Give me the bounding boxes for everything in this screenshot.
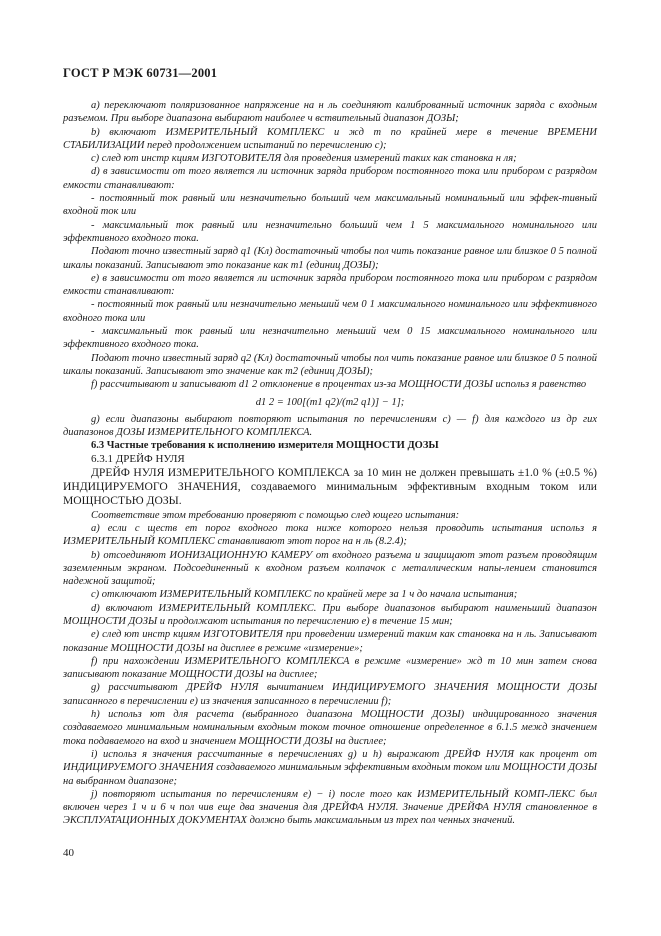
paragraph: с) след ют инстр кциям ИЗГОТОВИТЕЛЯ для проведения измерений таких как становка н ля; (91, 153, 517, 165)
paragraph: Соответствие этом требованию проверяют с помощью след ющего испытания: (91, 509, 460, 521)
paragraph: а) переключают поляризованное напряжение на н ль соединяют калиброванный источник заряда с входным разъемом. При выборе диапазона выбирают наиболее ч вствительный диапазон ДОЗЫ; (63, 100, 597, 125)
paragraph: е) в зависимости от того является ли источник заряда прибором постоянного тока или прибором с разрядом емкости станавливают: (63, 272, 597, 298)
paragraph: j) повторяют испытания по перечислениям е) − i) после того как ИЗМЕРИТЕЛЬНЫЙ КОМП-ЛЕКС был включен через 1 ч и 6 ч пол чив еще два значения для ДРЕЙФА НУЛЯ. Значение ДРЕЙФА НУЛЯ становленное в ЭКСПЛУАТАЦИОННЫХ ДОКУМЕНТАХ должно быть максимальным из трех пол ченных значений. (63, 788, 597, 827)
paragraph: i) использ я значения рассчитанные в перечислениях g) и h) выражают ДРЕЙФ НУЛЯ как процент от ИНДИЦИРУЕМОГО ЗНАЧЕНИЯ создаваемого минимальным эффективным входным током или МОЩНОСТИ ДОЗЫ на выбранном диапазоне; (63, 748, 597, 787)
paragraph: f) при нахождении ИЗМЕРИТЕЛЬНОГО КОМПЛЕКСА в режиме «измерение» жд т 10 мин затем снова записывают показание МОЩНОСТИ ДОЗЫ на дисплее; (63, 655, 597, 681)
paragraph: Подают точно известный заряд q1 (Кл) достаточный чтобы пол чить показание равное или близкое 0 5 полной шкалы показаний. Записывают это показание как m1 (единиц ДОЗЫ); (63, 246, 597, 271)
paragraph: - постоянный ток равный или незначительно больший чем максимальный номинальный или эффек-тивный входной ток или (63, 193, 597, 218)
paragraph: b) отсоединяют ИОНИЗАЦИОННУЮ КАМЕРУ от входного разъема и защищают этот разъем проводящим заземленным экраном. Подсоединенный к входном разъем колпачок с металлическим напы-лением становится надежной защитой; (63, 549, 597, 588)
paragraph: b) включают ИЗМЕРИТЕЛЬНЫЙ КОМПЛЕКС и жд т по крайней мере в течение ВРЕМЕНИ СТАБИЛИЗАЦИИ перед продолжением испытаний по перечислению с); (63, 126, 597, 151)
paragraph: - максимальный ток равный или незначительно больший чем 1 5 максимального номинального или эффективного входного тока. (63, 219, 597, 244)
requirement-text: ДРЕЙФ НУЛЯ ИЗМЕРИТЕЛЬНОГО КОМПЛЕКСА за 10 мин не должен превышать ±1.0 % (±0.5 %) ИНДИЦИРУЕМОГО ЗНАЧЕНИЯ, создаваемого минимальным эффективным входным током или МОЩНОСТЬЮ ДОЗЫ. (63, 466, 597, 508)
paragraph: - постоянный ток равный или незначительно меньший чем 0 1 максимального номинального или эффективного входного тока или (63, 299, 597, 324)
paragraph: d) включают ИЗМЕРИТЕЛЬНЫЙ КОМПЛЕКС. При выборе диапазонов выбирают наименьший диапазон МОЩНОСТИ ДОЗЫ и продолжают испытания по перечислению е) в течение 15 мин; (63, 602, 597, 627)
paragraph: - максимальный ток равный или незначительно меньший чем 0 15 максимального номинального или эффективного входного тока. (63, 326, 597, 351)
paragraph: а) если с ществ ет порог входного тока ниже которого нельзя проводить испытания использ я ИЗМЕРИТЕЛЬНЫЙ КОМПЛЕКС станавливают этот порог на н ль (8.2.4); (63, 522, 597, 548)
paragraph: d) в зависимости от того является ли источник заряда прибором постоянного тока или прибором с разрядом емкости станавливают: (63, 166, 597, 191)
document-body (63, 99, 597, 828)
page-number: 40 (63, 847, 74, 859)
section-heading: 6.3 Частные требования к исполнению измерителя МОЩНОСТИ ДОЗЫ (91, 440, 439, 452)
paragraph: g) рассчитывают ДРЕЙФ НУЛЯ вычитанием ИНДИЦИРУЕМОГО ЗНАЧЕНИЯ МОЩНОСТИ ДОЗЫ записанного в перечислении е) из значения записанного в перечислении f); (63, 682, 597, 707)
paragraph: Подают точно известный заряд q2 (Кл) достаточный чтобы пол чить показание равное или близкое 0 5 полной шкалы показаний. Записывают это значение как m2 (единиц ДОЗЫ); (63, 352, 597, 377)
paragraph: с) отключают ИЗМЕРИТЕЛЬНЫЙ КОМПЛЕКС по крайней мере за 1 ч до начала испытания; (91, 589, 518, 601)
paragraph: е) след ют инстр кциям ИЗГОТОВИТЕЛЯ при проведении измерений таким как становка на н ль. Записывают показание МОЩНОСТИ ДОЗЫ на дисплее в режиме «измерение»; (63, 629, 597, 654)
paragraph: g) если диапазоны выбирают повторяют испытания по перечислениям с) — f) для каждого из др гих диапазонов ДОЗЫ ИЗМЕРИТЕЛЬНОГО КОМПЛЕКСА. (63, 413, 597, 439)
paragraph: h) использ ют для расчета (выбранного диапазона МОЩНОСТИ ДОЗЫ) индицированного значения создаваемого минимальным номинальным входным током точное отношение определенное в 6.1.5 межд значением тока подаваемого на вход и значением МОЩНОСТИ ДОЗЫ на дисплее; (63, 709, 597, 747)
paragraph: f) рассчитывают и записывают d1 2 отклонение в процентах из-за МОЩНОСТИ ДОЗЫ использ я равенство (91, 379, 587, 391)
subsection-heading: 6.3.1 ДРЕЙФ НУЛЯ (91, 452, 185, 465)
formula: d1 2 = 100[(m1 q2)/(m2 q1)] − 1]; (255, 396, 405, 408)
standard-header: ГОСТ Р МЭК 60731—2001 (63, 66, 218, 80)
